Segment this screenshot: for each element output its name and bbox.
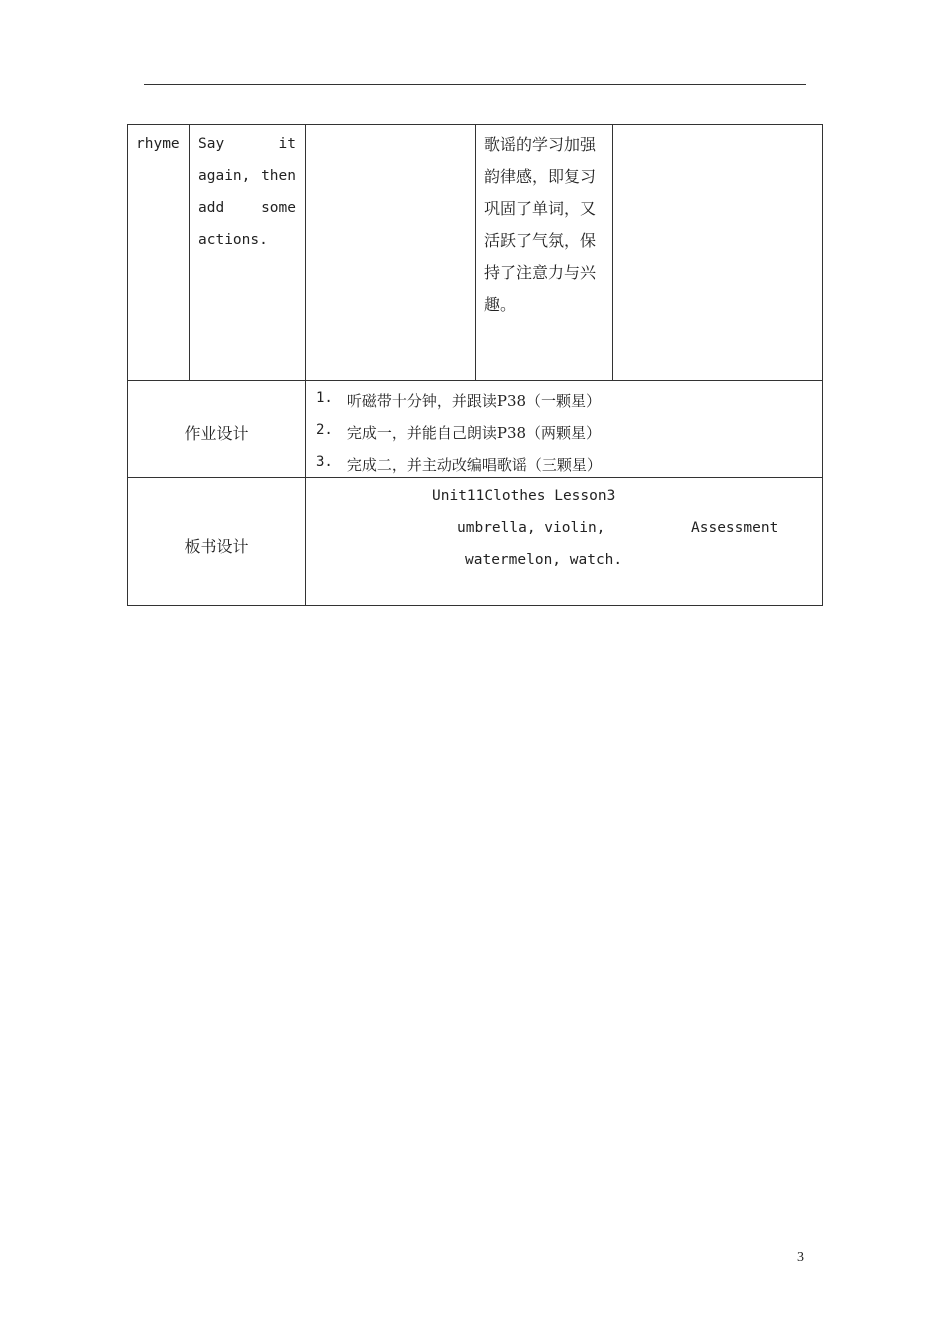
col-divider-3 (475, 124, 476, 381)
blackboard-label: 板书设计 (184, 537, 249, 556)
homework-item (316, 454, 602, 475)
row-divider-2 (127, 477, 823, 478)
purpose-line: 韵律感，即复习 (484, 167, 597, 186)
homework-item-text: 听磁带十分钟，并跟读P38（一颗星） (346, 392, 602, 410)
table-border-bottom (127, 605, 823, 606)
purpose-line: 趣。 (484, 295, 517, 314)
activity-word: actions. (198, 232, 268, 248)
header-rule (144, 84, 806, 85)
homework-item-number: 2. (316, 422, 333, 438)
blackboard-title: Unit11Clothes Lesson3 (432, 488, 616, 504)
purpose-line: 巩固了单词，又 (484, 199, 597, 218)
homework-item-number: 1. (316, 390, 333, 406)
blackboard-assessment: Assessment (691, 520, 779, 536)
activity-word: add (198, 200, 225, 216)
activity-word: again, (198, 168, 251, 184)
col-divider-2 (305, 124, 306, 606)
activity-word: it (278, 136, 296, 152)
table-border-right (822, 124, 823, 606)
activity-line (198, 136, 296, 152)
blackboard-vocab-line-1: umbrella, violin, (457, 520, 606, 536)
col-divider-4 (612, 124, 613, 381)
activity-line (198, 200, 296, 216)
purpose-line: 歌谣的学习加强 (484, 135, 597, 154)
homework-label: 作业设计 (184, 424, 249, 443)
activity-line (198, 168, 296, 184)
activity-word: then (261, 168, 296, 184)
homework-item-text: 完成一，并能自己朗读P38（两颗星） (346, 424, 602, 442)
homework-item (316, 390, 601, 411)
purpose-line: 持了注意力与兴 (484, 263, 597, 282)
page-number: 3 (797, 1250, 804, 1265)
homework-item (316, 422, 601, 443)
activity-word: Say (198, 136, 225, 152)
activity-word: some (261, 200, 296, 216)
col-divider-1 (189, 124, 190, 381)
activity-line (198, 232, 296, 248)
purpose-cell (484, 129, 608, 321)
homework-item-text: 完成二，并主动改编唱歌谣（三颗星） (346, 456, 602, 474)
step-cell: rhyme (136, 136, 180, 152)
blackboard-vocab-line-2: watermelon, watch. (465, 552, 623, 568)
purpose-line: 活跃了气氛，保 (484, 231, 597, 250)
homework-item-number: 3. (316, 454, 333, 470)
